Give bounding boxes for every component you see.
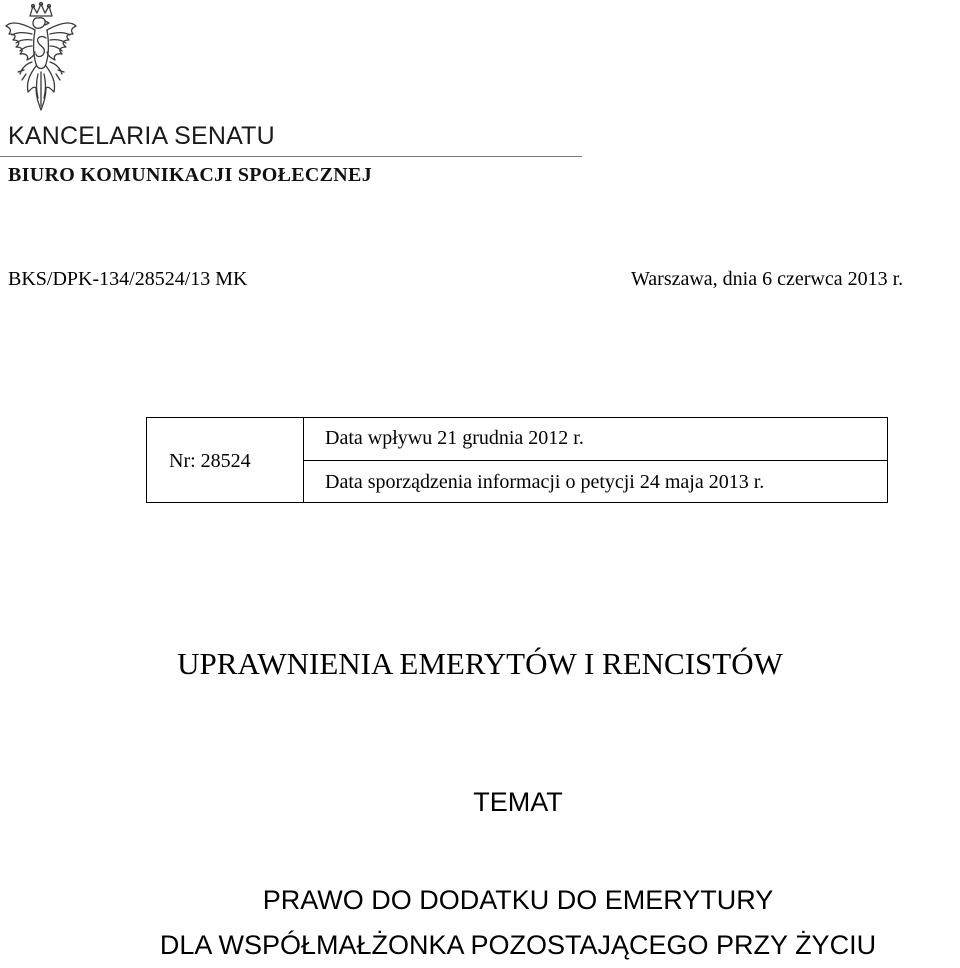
subject-line-1: PRAWO DO DODATKU DO EMERYTURY	[262, 885, 774, 915]
prepared-date: Data sporządzenia informacji o petycji 24 maja 2013 r.	[325, 471, 765, 493]
petition-info-box	[146, 417, 888, 503]
subject-line-2: DLA WSPÓŁMAŁŻONKA POZOSTAJĄCEGO PRZY ŻYCIU	[159, 930, 877, 960]
document-title: UPRAWNIENIA EMERYTÓW I RENCISTÓW	[177, 646, 783, 681]
petition-number: Nr: 28524	[169, 450, 251, 472]
senate-eagle-emblem-icon	[2, 2, 80, 120]
subject-label: TEMAT	[473, 787, 563, 817]
info-box-horizontal-divider	[303, 460, 887, 461]
place-and-date: Warszawa, dnia 6 czerwca 2013 r.	[631, 268, 904, 290]
letterhead-divider	[0, 156, 582, 157]
organization-unit: BIURO KOMUNIKACJI SPOŁECZNEJ	[8, 164, 372, 186]
organization-name: KANCELARIA SENATU	[8, 122, 275, 150]
reference-number: BKS/DPK-134/28524/13 MK	[8, 268, 248, 290]
received-date: Data wpływu 21 grudnia 2012 r.	[325, 427, 584, 449]
